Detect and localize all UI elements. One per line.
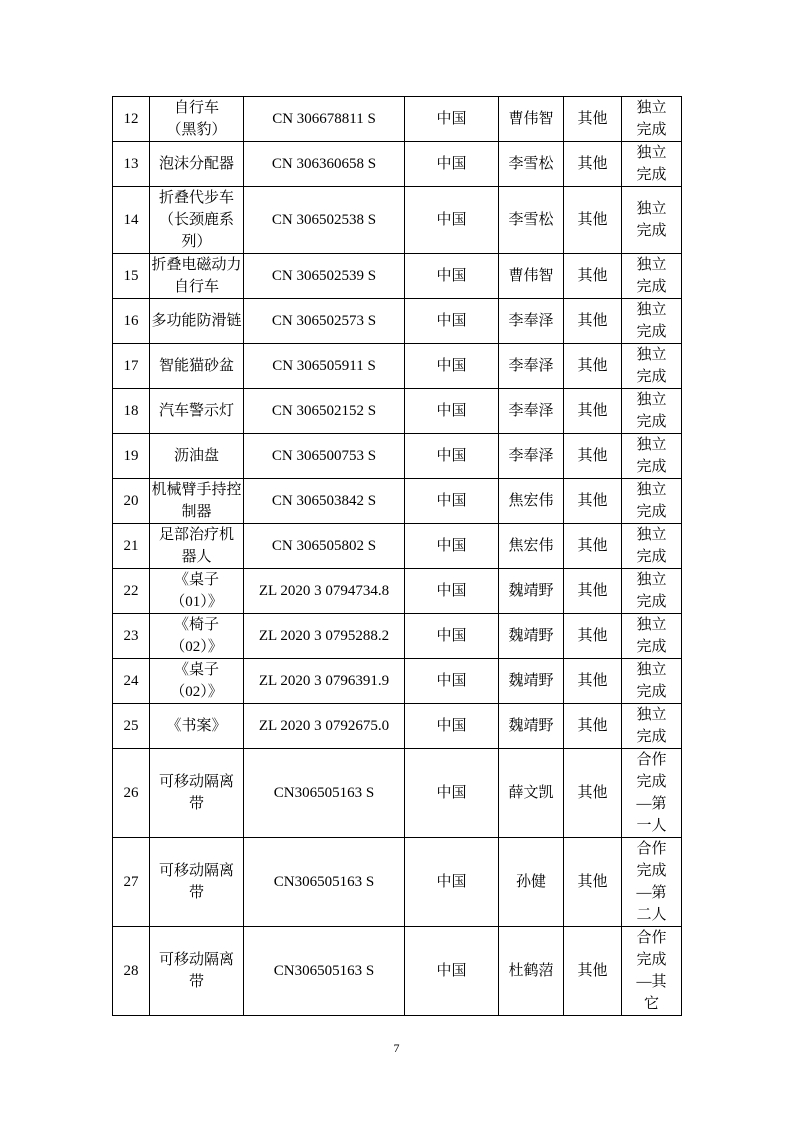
table-row — [113, 614, 682, 659]
completion-status: 独立 完成 — [622, 659, 682, 704]
design-name: 可移动隔离 带 — [150, 749, 244, 838]
inventor-name: 曹伟智 — [499, 254, 564, 299]
patent-type: 其他 — [564, 344, 622, 389]
patent-type: 其他 — [564, 927, 622, 1016]
inventor-name: 李雪松 — [499, 187, 564, 254]
row-number: 28 — [113, 927, 150, 1016]
patent-number: CN306505163 S — [244, 927, 405, 1016]
row-number: 23 — [113, 614, 150, 659]
table-row — [113, 569, 682, 614]
table-row — [113, 97, 682, 142]
completion-status: 独立 完成 — [622, 254, 682, 299]
row-number: 15 — [113, 254, 150, 299]
inventor-name: 魏靖野 — [499, 569, 564, 614]
patent-number: CN 306505802 S — [244, 524, 405, 569]
table-row — [113, 254, 682, 299]
row-number: 27 — [113, 838, 150, 927]
completion-status: 独立 完成 — [622, 704, 682, 749]
row-number: 19 — [113, 434, 150, 479]
design-name: 汽车警示灯 — [150, 389, 244, 434]
patent-number: CN 306500753 S — [244, 434, 405, 479]
table-row — [113, 344, 682, 389]
table-row — [113, 704, 682, 749]
table-row — [113, 434, 682, 479]
design-name: 自行车 （黑豹） — [150, 97, 244, 142]
patent-type: 其他 — [564, 479, 622, 524]
table-row — [113, 299, 682, 344]
row-number: 26 — [113, 749, 150, 838]
completion-status: 合作 完成 —第 二人 — [622, 838, 682, 927]
patent-table-body — [113, 97, 682, 1016]
country: 中国 — [405, 254, 499, 299]
design-name: 《书案》 — [150, 704, 244, 749]
patent-type: 其他 — [564, 659, 622, 704]
country: 中国 — [405, 524, 499, 569]
patent-number: ZL 2020 3 0792675.0 — [244, 704, 405, 749]
patent-type: 其他 — [564, 838, 622, 927]
country: 中国 — [405, 614, 499, 659]
design-name: 折叠电磁动力 自行车 — [150, 254, 244, 299]
row-number: 17 — [113, 344, 150, 389]
table-row — [113, 479, 682, 524]
patent-number: CN 306503842 S — [244, 479, 405, 524]
completion-status: 合作 完成 —第 一人 — [622, 749, 682, 838]
row-number: 20 — [113, 479, 150, 524]
inventor-name: 李奉泽 — [499, 344, 564, 389]
inventor-name: 李奉泽 — [499, 299, 564, 344]
completion-status: 独立 完成 — [622, 524, 682, 569]
completion-status: 独立 完成 — [622, 187, 682, 254]
design-name: 可移动隔离 带 — [150, 927, 244, 1016]
patent-number: ZL 2020 3 0796391.9 — [244, 659, 405, 704]
completion-status: 独立 完成 — [622, 479, 682, 524]
patent-number: CN 306505911 S — [244, 344, 405, 389]
patent-type: 其他 — [564, 524, 622, 569]
row-number: 18 — [113, 389, 150, 434]
design-name: 沥油盘 — [150, 434, 244, 479]
country: 中国 — [405, 659, 499, 704]
country: 中国 — [405, 569, 499, 614]
patent-type: 其他 — [564, 749, 622, 838]
patent-table — [112, 96, 682, 1016]
patent-number: CN 306502539 S — [244, 254, 405, 299]
page-number: 7 — [393, 1041, 400, 1055]
patent-type: 其他 — [564, 434, 622, 479]
design-name: 智能猫砂盆 — [150, 344, 244, 389]
patent-number: CN 306502573 S — [244, 299, 405, 344]
country: 中国 — [405, 434, 499, 479]
table-row — [113, 659, 682, 704]
country: 中国 — [405, 479, 499, 524]
country: 中国 — [405, 927, 499, 1016]
row-number: 25 — [113, 704, 150, 749]
patent-type: 其他 — [564, 254, 622, 299]
country: 中国 — [405, 142, 499, 187]
inventor-name: 李奉泽 — [499, 389, 564, 434]
design-name: 足部治疗机 器人 — [150, 524, 244, 569]
patent-number: CN306505163 S — [244, 749, 405, 838]
design-name: 《椅子 （02）》 — [150, 614, 244, 659]
table-row — [113, 142, 682, 187]
patent-type: 其他 — [564, 142, 622, 187]
country: 中国 — [405, 704, 499, 749]
country: 中国 — [405, 187, 499, 254]
completion-status: 独立 完成 — [622, 389, 682, 434]
inventor-name: 魏靖野 — [499, 659, 564, 704]
patent-type: 其他 — [564, 97, 622, 142]
patent-number: CN 306678811 S — [244, 97, 405, 142]
inventor-name: 魏靖野 — [499, 704, 564, 749]
country: 中国 — [405, 838, 499, 927]
completion-status: 独立 完成 — [622, 344, 682, 389]
completion-status: 独立 完成 — [622, 569, 682, 614]
inventor-name: 焦宏伟 — [499, 479, 564, 524]
patent-number: CN306505163 S — [244, 838, 405, 927]
inventor-name: 李雪松 — [499, 142, 564, 187]
table-row — [113, 187, 682, 254]
table-row — [113, 524, 682, 569]
design-name: 泡沫分配器 — [150, 142, 244, 187]
country: 中国 — [405, 389, 499, 434]
patent-type: 其他 — [564, 299, 622, 344]
patent-number: ZL 2020 3 0795288.2 — [244, 614, 405, 659]
completion-status: 合作 完成 —其 它 — [622, 927, 682, 1016]
table-row — [113, 749, 682, 838]
row-number: 12 — [113, 97, 150, 142]
patent-number: CN 306502152 S — [244, 389, 405, 434]
design-name: 折叠代步车 （长颈鹿系列） — [150, 187, 244, 254]
country: 中国 — [405, 299, 499, 344]
row-number: 13 — [113, 142, 150, 187]
design-name: 机械臂手持控 制器 — [150, 479, 244, 524]
inventor-name: 曹伟智 — [499, 97, 564, 142]
country: 中国 — [405, 749, 499, 838]
patent-type: 其他 — [564, 704, 622, 749]
inventor-name: 杜鹤菬 — [499, 927, 564, 1016]
completion-status: 独立 完成 — [622, 97, 682, 142]
patent-number: CN 306502538 S — [244, 187, 405, 254]
row-number: 14 — [113, 187, 150, 254]
completion-status: 独立 完成 — [622, 299, 682, 344]
completion-status: 独立 完成 — [622, 142, 682, 187]
patent-type: 其他 — [564, 187, 622, 254]
completion-status: 独立 完成 — [622, 434, 682, 479]
inventor-name: 薛文凯 — [499, 749, 564, 838]
design-name: 《桌子 （02）》 — [150, 659, 244, 704]
patent-type: 其他 — [564, 614, 622, 659]
inventor-name: 孙健 — [499, 838, 564, 927]
completion-status: 独立 完成 — [622, 614, 682, 659]
table-row — [113, 838, 682, 927]
inventor-name: 李奉泽 — [499, 434, 564, 479]
design-name: 多功能防滑链 — [150, 299, 244, 344]
country: 中国 — [405, 344, 499, 389]
table-row — [113, 389, 682, 434]
patent-type: 其他 — [564, 389, 622, 434]
row-number: 16 — [113, 299, 150, 344]
row-number: 22 — [113, 569, 150, 614]
table-row — [113, 927, 682, 1016]
design-name: 《桌子 （01）》 — [150, 569, 244, 614]
inventor-name: 魏靖野 — [499, 614, 564, 659]
row-number: 24 — [113, 659, 150, 704]
inventor-name: 焦宏伟 — [499, 524, 564, 569]
row-number: 21 — [113, 524, 150, 569]
patent-number: CN 306360658 S — [244, 142, 405, 187]
patent-number: ZL 2020 3 0794734.8 — [244, 569, 405, 614]
design-name: 可移动隔离 带 — [150, 838, 244, 927]
country: 中国 — [405, 97, 499, 142]
patent-type: 其他 — [564, 569, 622, 614]
